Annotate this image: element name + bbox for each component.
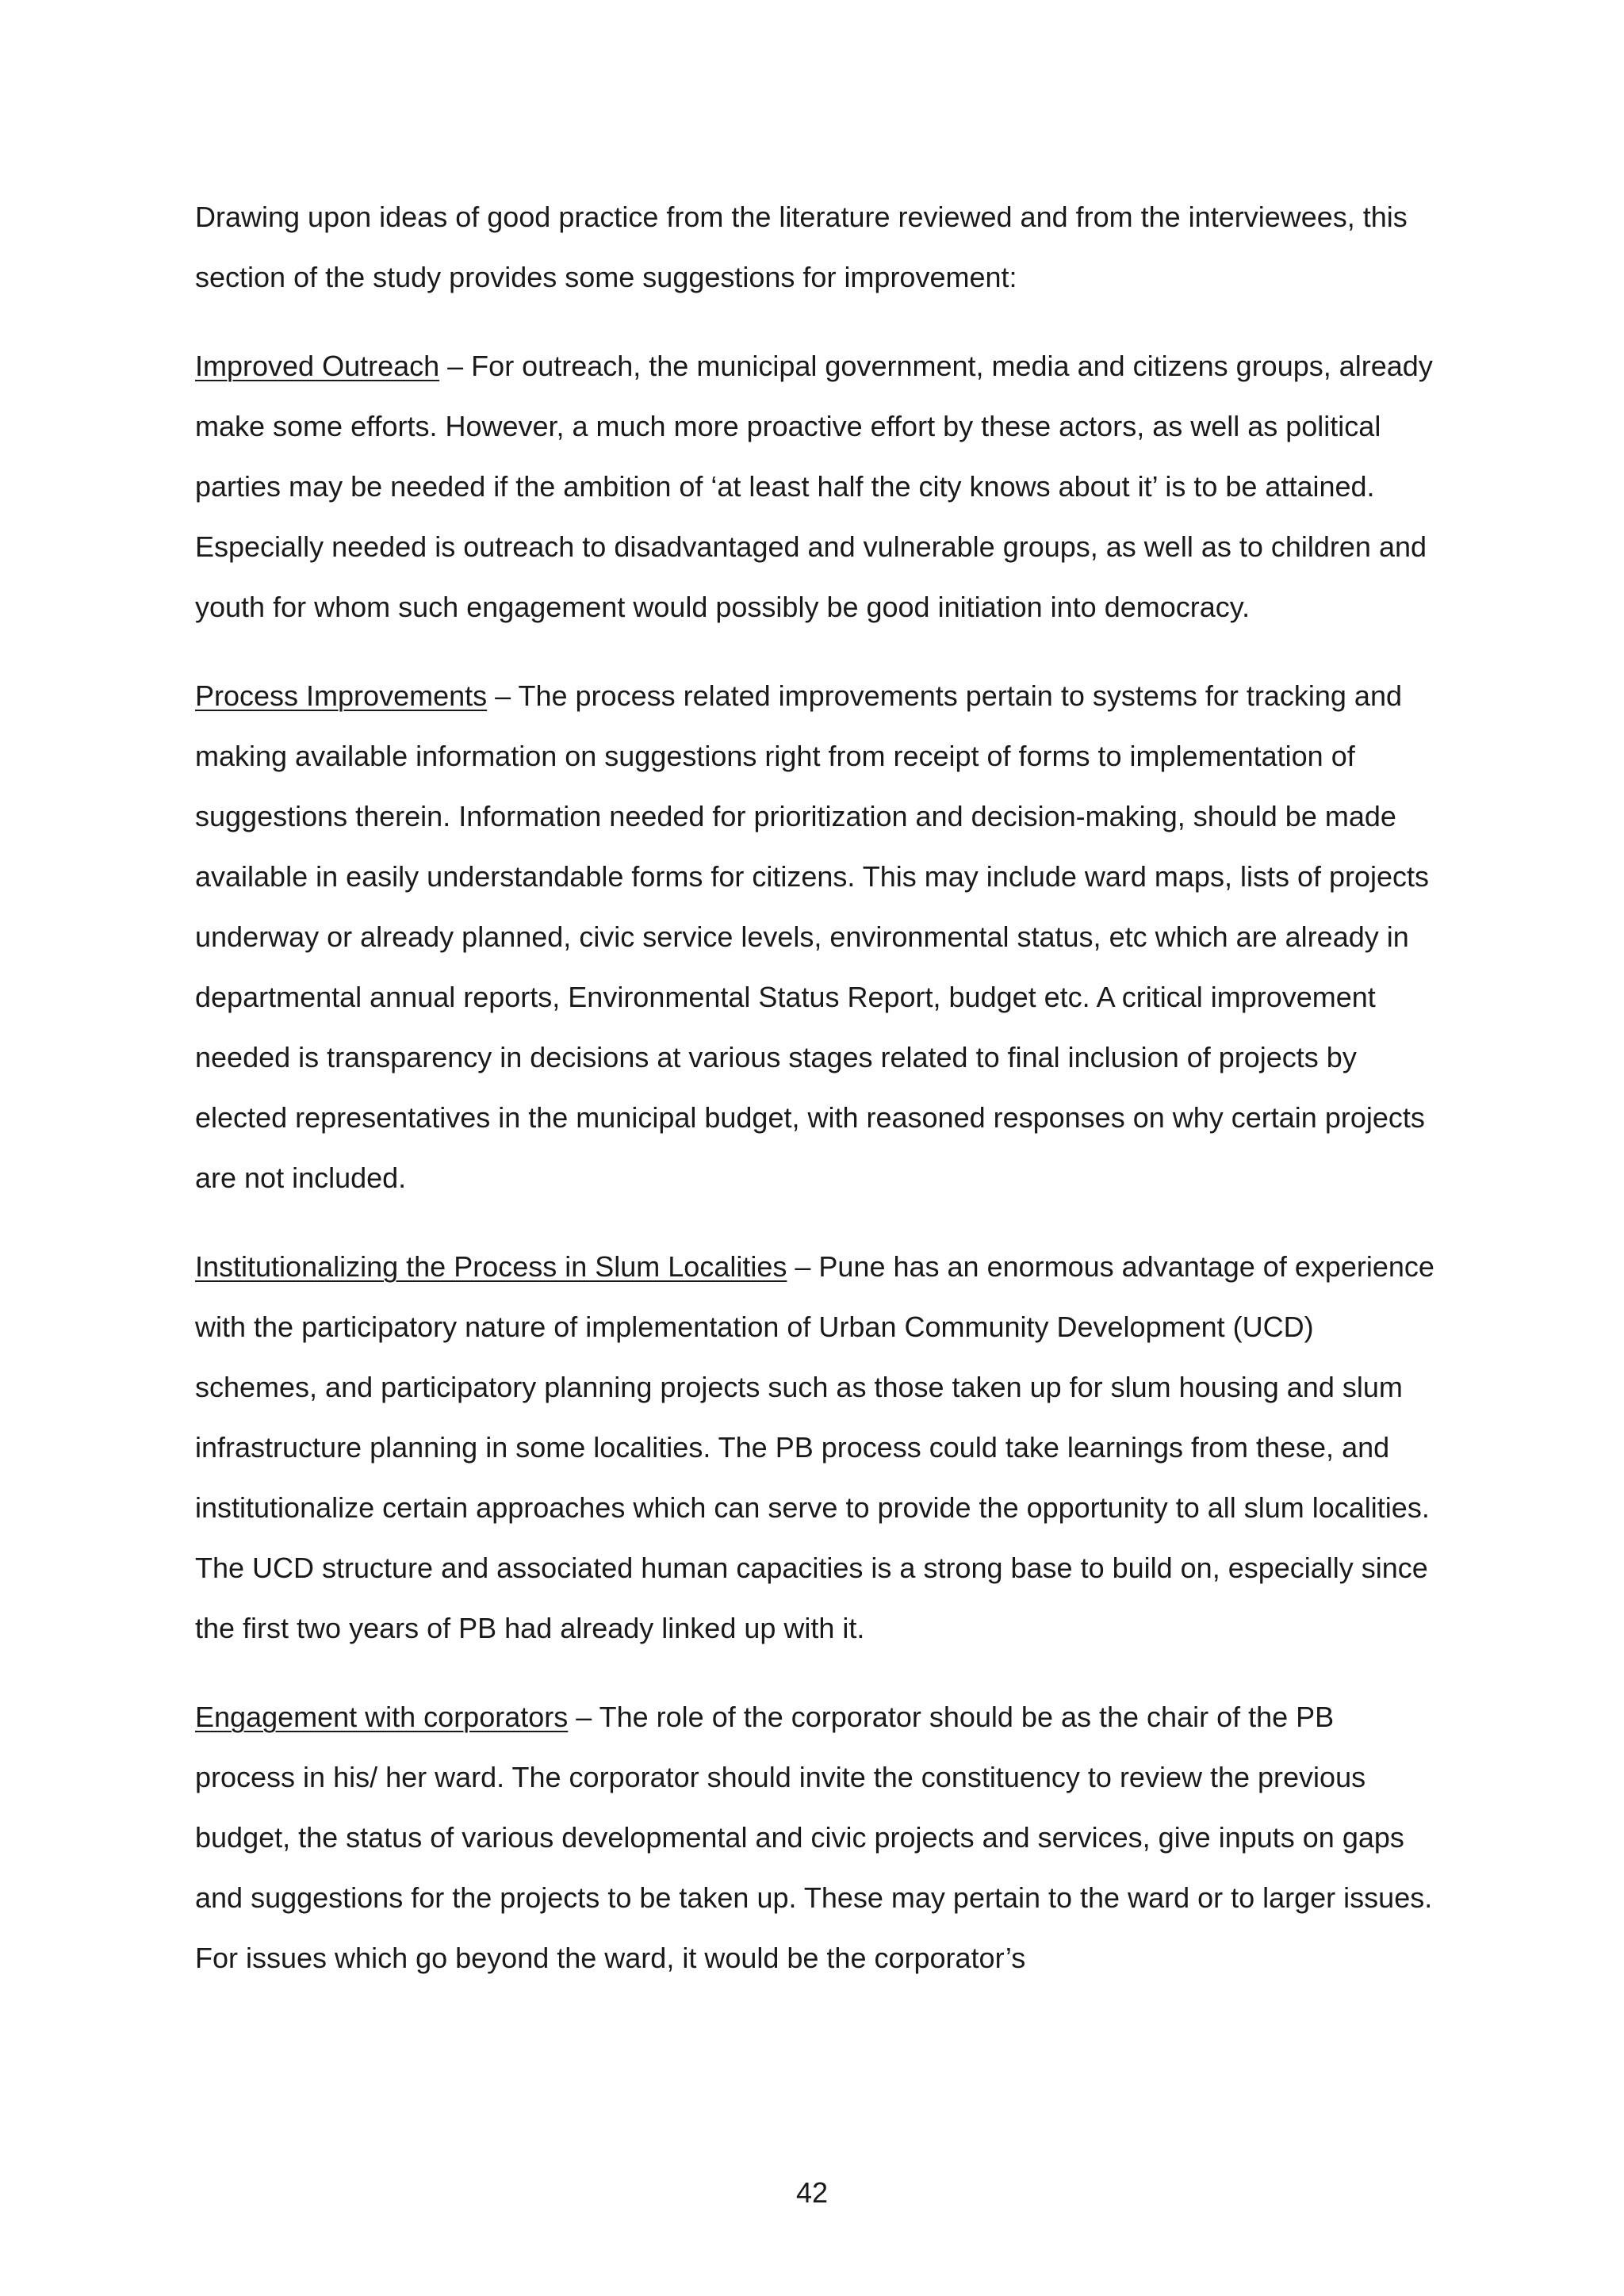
heading-slum-localities: Institutionalizing the Process in Slum Localities <box>195 1250 787 1283</box>
paragraph-slum-localities <box>195 1237 1440 1659</box>
page-body <box>195 187 1440 2017</box>
heading-corporators: Engagement with corporators <box>195 1701 569 1733</box>
paragraph-process-improvements <box>195 666 1440 1208</box>
heading-improved-outreach: Improved Outreach <box>195 350 440 382</box>
heading-process-improvements: Process Improvements <box>195 679 488 712</box>
paragraph-improved-outreach <box>195 336 1440 637</box>
body-improved-outreach: – For outreach, the municipal government, media and citizens groups, already make some efforts. However, a much more proactive effort by these actors, as well as political parties may be needed if the ambition of ‘at least half the city knows about it’ is to be attained. Especially needed is outreach to disadvantaged and vulnerable groups, as well as to children and youth for whom such engagement would possibly be good initiation into democracy. <box>195 350 1433 623</box>
body-slum-localities: – Pune has an enormous advantage of experience with the participatory nature of implementation of Urban Community Development (UCD) schemes, and participatory planning projects such as those taken up for slum housing and slum infrastructure planning in some localities. The PB process could take learnings from these, and institutionalize certain approaches which can serve to provide the opportunity to all slum localities. The UCD structure and associated human capacities is a strong base to build on, especially since the first two years of PB had already linked up with it. <box>195 1250 1434 1644</box>
body-process-improvements: – The process related improvements pertain to systems for tracking and making available information on suggestions right from receipt of forms to implementation of suggestions therein. Information needed for prioritization and decision-making, should be made available in easily understandable forms for citizens. This may include ward maps, lists of projects underway or already planned, civic service levels, environmental status, etc which are already in departmental annual reports, Environmental Status Report, budget etc. A critical improvement needed is transparency in decisions at various stages related to final inclusion of projects by elected representatives in the municipal budget, with reasoned responses on why certain projects are not included. <box>195 679 1430 1194</box>
intro-paragraph: Drawing upon ideas of good practice from the literature reviewed and from the interviewees, this section of the study provides some suggestions for improvement: <box>195 201 1408 293</box>
page-number: 42 <box>795 2176 829 2209</box>
paragraph-corporators <box>195 1687 1440 1988</box>
body-corporators: – The role of the corporator should be as the chair of the PB process in his/ her ward. The corporator should invite the constituency to review the previous budget, the status of various developmental and civic projects and services, give inputs on gaps and suggestions for the projects to be taken up. These may pertain to the ward or to larger issues. For issues which go beyond the ward, it would be the corporator’s <box>195 1701 1433 1974</box>
